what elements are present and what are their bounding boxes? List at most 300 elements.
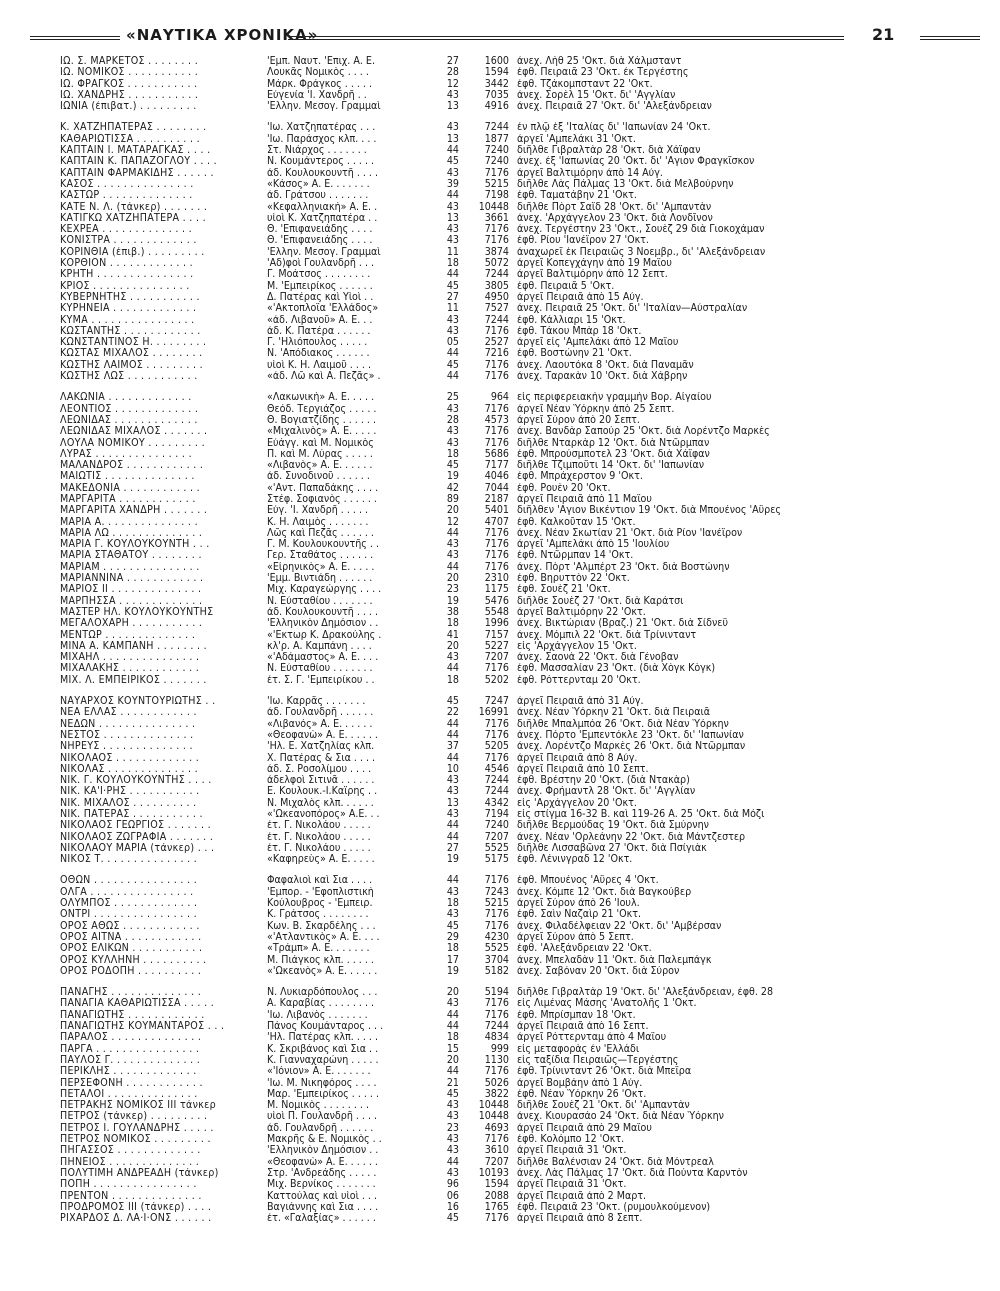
tonnage: 7207 [484, 652, 509, 664]
built-year: 43 [446, 403, 459, 415]
built-year: 43 [446, 652, 459, 664]
ship-name: ΜΑΚΕΔΟΝΙΑ . . . . . . . . . . . . [60, 482, 201, 494]
ship-owner: Δ. Πατέρας καὶ Υἱοὶ . . [267, 291, 374, 303]
tonnage: 7176 [484, 998, 509, 1010]
built-year: 18 [446, 448, 459, 460]
ship-name: ΝΕΣΤΟΣ . . . . . . . . . . . . . . [60, 729, 194, 741]
tonnage: 3661 [484, 212, 509, 224]
ship-position: διῆλθε Βερμούδας 19 'Οκτ. διὰ Σμύρνην [517, 820, 709, 832]
built-year: 45 [446, 460, 459, 472]
ship-position: ἀνεχ. Λὰς Πάλμας 17 'Οκτ. διὰ Πούντα Καρντὸν [517, 1167, 748, 1179]
letter-section [60, 875, 980, 977]
table-row [60, 675, 980, 686]
ship-position: ἀνεχ. 'Αρχάγγελον 23 'Οκτ. διὰ Λονδῖνον [517, 212, 713, 224]
ship-name: ΟΡΟΣ ΚΥΛΛΗΝΗ . . . . . . . . . . [60, 954, 207, 966]
ship-position: ἀνεχ. Λορέντζο Μαρκὲς 26 'Οκτ. διὰ Ντῶρμπαν [517, 741, 746, 753]
table-row [60, 449, 980, 460]
ship-owner: Στέφ. Σοφιανὸς . . . . . . [267, 493, 377, 505]
ship-position: ἀργεῖ εἰς 'Αμπελάκι ἀπὸ 12 Μαΐου [517, 337, 679, 349]
tonnage: 7176 [484, 752, 509, 764]
built-year: 13 [446, 212, 459, 224]
ship-name: ΚΥΒΕΡΝΗΤΗΣ . . . . . . . . . . . [60, 291, 200, 303]
ship-position: εἰς στίγμα 16-32 Β. καὶ 119-26 Α. 25 'Οκτ. διὰ Μόζι [517, 809, 765, 820]
ship-owner: 'Ιω. Μ. Νικηφόρος . . . . [267, 1077, 377, 1089]
ship-position: διῆλθε Λὰς Πάλμας 13 'Οκτ. διὰ Μελβούρνην [517, 178, 734, 190]
ship-owner: 'Εμπορ. - 'Εφοπλιστικὴ [267, 886, 374, 898]
tonnage: 7240 [484, 820, 509, 832]
table-row [60, 550, 980, 561]
built-year: 29 [446, 931, 459, 943]
built-year: 12 [446, 78, 459, 90]
built-year: 20 [446, 505, 459, 517]
built-year: 10 [446, 763, 459, 775]
ship-name: ΜΑΡΙΑΝΝΙΝΑ . . . . . . . . . . . . [60, 573, 204, 585]
ship-owner: «Εἰρηνικὸς» Α. Ε. . . . . [267, 561, 375, 573]
table-row [60, 1066, 980, 1077]
ship-name: ΛΕΩΝΙΔΑΣ . . . . . . . . . . . . . [60, 414, 198, 426]
ship-positions-table [60, 56, 980, 1234]
ship-name: ΚΟΡΙΝΘΙΑ (ἐπιβ.) . . . . . . . . . [60, 246, 205, 258]
tonnage: 7176 [484, 729, 509, 741]
built-year: 43 [446, 909, 459, 921]
table-row [60, 921, 980, 932]
ship-position: ἐφθ. Βοστώνην 21 'Οκτ. [517, 348, 632, 360]
built-year: 13 [446, 133, 459, 145]
table-row [60, 584, 980, 595]
built-year: 43 [446, 809, 459, 820]
built-year: 13 [446, 101, 459, 113]
ship-name: ΜΑΣΤΕΡ ΗΛ. ΚΟΥΛΟΥΚΟΥΝΤΗΣ [60, 606, 214, 618]
ship-owner: Εὐγενία 'Ι. Χανδρῆ . . [267, 89, 367, 101]
ship-owner: ἀδ. Γράτσου . . . . . . . [267, 190, 369, 202]
built-year: 25 [446, 392, 459, 404]
ship-position: εἰς ταξίδια Πειραιῶς—Τεργέστης [517, 1054, 679, 1066]
ship-name: ΠΟΛΥΤΙΜΗ ΑΝΔΡΕΑΔΗ (τάνκερ) [60, 1167, 219, 1179]
table-row [60, 798, 980, 809]
tonnage: 964 [490, 392, 509, 404]
table-row [60, 618, 980, 629]
built-year: 43 [446, 235, 459, 247]
ship-owner: Μ. Πιάγκος κλπ. . . . . . [267, 954, 374, 966]
table-row [60, 1179, 980, 1190]
table-row [60, 224, 980, 235]
ship-name: ΠΑΡΑΛΟΣ . . . . . . . . . . . . . . [60, 1032, 202, 1044]
ship-position: ἀργεῖ Πειραιᾶ ἀπὸ 11 Μαΐου [517, 493, 652, 505]
ship-name: ΚΩΣΤΑΣ ΜΙΧΑΛΟΣ . . . . . . . . [60, 348, 203, 360]
table-row [60, 67, 980, 78]
ship-name: ΙΩ. Σ. ΜΑΡΚΕΤΟΣ . . . . . . . . [60, 56, 199, 67]
ship-owner: Ε. Κουλουκ.-Ι.Καΐρης . . [267, 786, 378, 798]
table-row [60, 1134, 980, 1145]
ship-owner: 'Ηλ. Ε. Χατζηλίας κλπ. [267, 741, 375, 753]
built-year: 13 [446, 797, 459, 809]
table-row [60, 90, 980, 101]
ship-name: ΜΙΧ. Λ. ΕΜΠΕΙΡΙΚΟΣ . . . . . . . [60, 674, 207, 686]
tonnage: 7176 [484, 167, 509, 179]
ship-position: ἐφθ. Βρέστην 20 'Οκτ. (διὰ Ντακὰρ) [517, 775, 690, 787]
letter-section [60, 122, 980, 382]
tonnage: 3822 [484, 1088, 509, 1100]
ship-name: ΠΗΝΕΙΟΣ . . . . . . . . . . . . . . [60, 1156, 200, 1168]
tonnage: 2187 [484, 493, 509, 505]
tonnage: 7176 [484, 561, 509, 573]
ship-name: ΠΑΝΑΓΙΑ ΚΑΘΑΡΙΩΤΙΣΣΑ . . . . . [60, 998, 215, 1010]
table-row [60, 79, 980, 90]
built-year: 11 [446, 246, 459, 258]
ship-position: ἐφθ. Πειραιᾶ 23 'Οκτ. ἐκ Τεργέστης [517, 67, 689, 79]
ship-name: ΜΑΙΩΤΙΣ . . . . . . . . . . . . . . [60, 471, 195, 483]
ship-name: ΝΗΡΕΥΣ . . . . . . . . . . . . . . [60, 741, 193, 753]
ship-owner: Π. καὶ Μ. Λύρας . . . . . [267, 448, 373, 460]
ship-owner: «Καφηρεὺς» Α. Ε. . . . . [267, 854, 375, 866]
ship-position: διῆλθε Γιβραλτὰρ 28 'Οκτ. διὰ Χάϊφαν [517, 145, 701, 157]
ship-position: ἀργεῖ Βομβάην ἀπὸ 1 Αὐγ. [517, 1077, 643, 1089]
built-year: 44 [446, 820, 459, 832]
ship-owner: «'Ακτοπλοΐα 'Ελλάδος» [267, 303, 379, 315]
ship-name: ΠΕΡΙΚΛΗΣ . . . . . . . . . . . . . [60, 1066, 197, 1078]
tonnage: 5548 [484, 606, 509, 618]
ship-name: ΝΙΚ. ΠΑΤΕΡΑΣ . . . . . . . . . . . [60, 809, 203, 820]
ship-position: ἐφθ. Ρουὲν 20 'Οκτ. [517, 482, 611, 494]
tonnage: 7176 [484, 426, 509, 438]
ship-name: ΚΟΝΙΣΤΡΑ . . . . . . . . . . . . . [60, 235, 197, 247]
built-year: 43 [446, 998, 459, 1010]
table-row [60, 326, 980, 337]
ship-name: ΠΕΡΣΕΦΟΝΗ . . . . . . . . . . . . [60, 1077, 203, 1089]
ship-position: ἀνεχ. Σαβόναν 20 'Οκτ. διὰ Σύρον [517, 965, 680, 977]
ship-name: ΝΙΚΟΛΑΟΣ ΖΩΓΡΑΦΙΑ . . . . . . . [60, 831, 214, 843]
table-row [60, 348, 980, 359]
table-row [60, 663, 980, 674]
tonnage: 4916 [484, 101, 509, 113]
tonnage: 3805 [484, 280, 509, 292]
ship-name: ΠΑΝΑΓΙΩΤΗΣ . . . . . . . . . . . . [60, 1009, 205, 1021]
ship-name: ΚΩΣΤΗΣ ΛΑΙΜΟΣ . . . . . . . . . [60, 359, 203, 371]
tonnage: 7176 [484, 718, 509, 730]
table-row [60, 426, 980, 437]
tonnage: 1600 [484, 56, 509, 67]
ship-name: ΜΑΡΙΑ ΣΤΑΘΑΤΟΥ . . . . . . . . [60, 550, 202, 562]
tonnage: 7194 [484, 809, 509, 820]
ship-name: ΝΙΚΟΛΑΟΥ ΜΑΡΙΑ (τάνκερ) . . . [60, 842, 215, 854]
tonnage: 4230 [484, 931, 509, 943]
ship-owner: Μ. Νομικὸς . . . . . . . . [267, 1100, 369, 1112]
built-year: 44 [446, 718, 459, 730]
ship-owner: Γ. Μ. Κουλουκουντῆς . . [267, 539, 379, 551]
ship-name: ΜΑΡΙΑ Γ. ΚΟΥΛΟΥΚΟΥΝΤΗ . . . [60, 539, 210, 551]
ship-name: ΜΙΝΑ Α. ΚΑΜΠΑΝΗ . . . . . . . . [60, 640, 207, 652]
letter-section [60, 696, 980, 865]
ship-position: ἐφθ. Ντῶρμπαν 14 'Οκτ. [517, 550, 634, 562]
tonnage: 5205 [484, 741, 509, 753]
built-year: 22 [446, 707, 459, 719]
built-year: 43 [446, 122, 459, 134]
ship-owner: ἀδελφοὶ Σιτινᾶ . . . . . . [267, 775, 375, 787]
built-year: 43 [446, 550, 459, 562]
ship-name: ΜΙΧΑΗΛ . . . . . . . . . . . . . . . [60, 652, 200, 664]
ship-name: Κ. ΧΑΤΖΗΠΑΤΕΡΑΣ . . . . . . . . [60, 122, 207, 134]
tonnage: 7044 [484, 482, 509, 494]
built-year: 44 [446, 831, 459, 843]
tonnage: 4342 [484, 797, 509, 809]
ship-position: ἀνεχ. Μόμπιλ 22 'Οκτ. διὰ Τρίνινταντ [517, 629, 697, 641]
ship-name: ΚΩΣΤΑΝΤΗΣ . . . . . . . . . . . . [60, 325, 201, 337]
ship-name: ΜΑΡΙΑ ΛΩ . . . . . . . . . . . . . . [60, 527, 203, 539]
tonnage: 7527 [484, 303, 509, 315]
ship-position: διῆλθε Τζιμποῦτι 14 'Οκτ. δι' 'Ιαπωνίαν [517, 460, 705, 472]
ship-name: ΜΑΡΙΟΣ ΙΙ . . . . . . . . . . . . . . [60, 584, 202, 596]
table-row [60, 292, 980, 303]
ship-name: ΝΙΚΟΣ Τ. . . . . . . . . . . . . . . [60, 854, 198, 866]
table-row [60, 1010, 980, 1021]
table-row [60, 539, 980, 550]
table-row [60, 460, 980, 471]
ship-owner: ἐτ. Σ. Γ. 'Εμπειρίκου . . [267, 674, 375, 686]
tonnage: 7176 [484, 1009, 509, 1021]
ship-owner: Θ. 'Επιφανειάδης . . . . [267, 235, 373, 247]
ship-owner: Γ. Μοάτσος . . . . . . . . [267, 269, 371, 281]
ship-position: εἰς μεταφορὰς ἐν 'Ελλάδι [517, 1043, 640, 1055]
table-row [60, 56, 980, 67]
ship-position: ἀργεῖ Πειραιᾶ ἀπὸ 10 Σεπτ. [517, 763, 649, 775]
ship-name: ΟΡΟΣ ΑΘΩΣ . . . . . . . . . . . . [60, 920, 200, 932]
ship-name: ΝΙΚ. ΚΑ'Ι·ΡΗΣ . . . . . . . . . . . [60, 786, 200, 798]
ship-position: ἐφθ. Ταματάβην 21 'Οκτ. [517, 190, 637, 202]
ship-owner: «'Ωκεανὸς» Α. Ε. . . . . . [267, 965, 378, 977]
built-year: 45 [446, 359, 459, 371]
ship-position: διῆλθε Γιβραλτὰρ 19 'Οκτ. δι' 'Αλεξάνδρειαν, ἐφθ. 28 [517, 987, 774, 999]
built-year: 44 [446, 663, 459, 675]
table-row [60, 562, 980, 573]
ship-name: ΜΙΧΑΛΑΚΗΣ . . . . . . . . . . . . [60, 663, 200, 675]
tonnage: 7198 [484, 190, 509, 202]
built-year: 44 [446, 527, 459, 539]
built-year: 43 [446, 1145, 459, 1157]
ship-position: διῆλθε Λισσαβῶνα 27 'Οκτ. διὰ Πσίγιὰκ [517, 842, 707, 854]
tonnage: 5401 [484, 505, 509, 517]
table-row [60, 573, 980, 584]
ship-name: ΜΑΡΙΑΜ . . . . . . . . . . . . . . . [60, 561, 200, 573]
ship-name: ΜΑΡΓΑΡΙΤΑ ΧΑΝΔΡΗ . . . . . . . [60, 505, 208, 517]
ship-name: ΚΟΡΘΙΟΝ . . . . . . . . . . . . . [60, 258, 194, 270]
built-year: 19 [446, 471, 459, 483]
ship-owner: ἀδ. Γουλανδρῆ . . . . . . [267, 1122, 374, 1134]
ship-owner: Ν. Εὐσταθίου . . . . . . . [267, 595, 373, 607]
ship-position: ἀνεχ. Νέαν Σκωτίαν 21 'Οκτ. διὰ Ρίον 'Ιανέϊρον [517, 527, 743, 539]
ship-name: ΜΑΡΓΑΡΙΤΑ . . . . . . . . . . . . [60, 493, 196, 505]
built-year: 38 [446, 606, 459, 618]
tonnage: 5476 [484, 595, 509, 607]
built-year: 18 [446, 943, 459, 955]
ship-owner: κλ'ρ. Α. Καμπάνη . . . . [267, 640, 372, 652]
built-year: 43 [446, 201, 459, 213]
tonnage: 7176 [484, 1213, 509, 1225]
ship-position: ἐφθ. Τζάκομπσταντ 22 'Οκτ. [517, 78, 653, 90]
ship-name: ΟΡΟΣ ΕΛΙΚΩΝ . . . . . . . . . . . [60, 943, 203, 955]
built-year: 45 [446, 1213, 459, 1225]
ship-name: ΜΑΡΠΗΣΣΑ . . . . . . . . . . . . . [60, 595, 203, 607]
letter-section [60, 392, 980, 686]
ship-position: ἀνεχ. Τεργέστην 23 'Οκτ., Σουὲζ 29 διὰ Γιοκοχάμαν [517, 224, 765, 236]
tonnage: 7176 [484, 875, 509, 887]
tonnage: 7157 [484, 629, 509, 641]
built-year: 44 [446, 1021, 459, 1033]
built-year: 43 [446, 89, 459, 101]
ship-name: ΚΥΡΗΝΕΙΑ . . . . . . . . . . . . . [60, 303, 197, 315]
tonnage: 5194 [484, 987, 509, 999]
ship-position: ἀνεχ. Κόμπε 12 'Οκτ. διὰ Βαγκούβερ [517, 886, 692, 898]
ship-owner: Μιχ. Βερνίκος . . . . . . . [267, 1179, 376, 1191]
table-row [60, 809, 980, 820]
ship-owner: 'Ελλην. Μεσογ. Γραμμαὶ [267, 101, 381, 113]
table-row [60, 955, 980, 966]
table-row [60, 235, 980, 246]
ship-position: ἀνεχ. Πειραιᾶ 27 'Οκτ. δι' 'Αλεξάνδρειαν [517, 101, 712, 113]
ship-name: ΝΙΚ. Γ. ΚΟΥΛΟΥΚΟΥΝΤΗΣ . . . . [60, 775, 212, 787]
built-year: 42 [446, 482, 459, 494]
ship-position: ἀνεχ. Λὴθ 25 'Οκτ. διὰ Χάλμσταντ [517, 56, 682, 67]
ship-position: ἐφθ. Σαὶν Ναζαὶρ 21 'Οκτ. [517, 909, 642, 921]
tonnage: 4693 [484, 1122, 509, 1134]
ship-owner: ἐτ. Γ. Νικολάου . . . . . [267, 842, 371, 854]
ship-owner: Στρ. 'Ανδρεάδης . . . . . [267, 1167, 377, 1179]
built-year: 43 [446, 167, 459, 179]
ship-position: ἀργεῖ Σύρον ἀπὸ 26 'Ιουλ. [517, 898, 640, 910]
ship-position: εἰς Λιμένας Μάσης 'Ανατολῆς 1 'Οκτ. [517, 998, 697, 1010]
ship-name: ΝΙΚ. ΜΙΧΑΛΟΣ . . . . . . . . . . [60, 797, 197, 809]
ship-owner: ἀδ. Σ. Ροσολίμου . . . . [267, 763, 372, 775]
table-row [60, 707, 980, 718]
table-row [60, 987, 980, 998]
ship-position: ἀνεχ. Λαουτόκα 8 'Οκτ. διὰ Παναμᾶν [517, 359, 694, 371]
ship-name: ΝΕΔΩΝ . . . . . . . . . . . . . . . [60, 718, 196, 730]
ship-position: ἀργεῖ 'Αμπελάκι 31 'Οκτ. [517, 133, 636, 145]
tonnage: 3704 [484, 954, 509, 966]
built-year: 18 [446, 618, 459, 630]
built-year: 41 [446, 629, 459, 641]
tonnage: 2088 [484, 1190, 509, 1202]
built-year: 45 [446, 696, 459, 708]
built-year: 43 [446, 775, 459, 787]
ship-name: ΜΑΛΑΝΔΡΟΣ . . . . . . . . . . . . [60, 460, 204, 472]
ship-name: ΠΑΝΑΓΗΣ . . . . . . . . . . . . . . [60, 987, 202, 999]
tonnage: 7244 [484, 122, 509, 134]
ship-owner: Μαρ. 'Εμπειρίκος . . . . . [267, 1088, 379, 1100]
built-year: 19 [446, 595, 459, 607]
ship-name: ΚΑΤΙΓΚΩ ΧΑΤΖΗΠΑΤΕΡΑ . . . . [60, 212, 206, 224]
ship-name: ΟΘΩΝ . . . . . . . . . . . . . . . . [60, 875, 198, 887]
built-year: 05 [446, 337, 459, 349]
tonnage: 10448 [478, 201, 509, 213]
ship-name: ΜΕΝΤΩΡ . . . . . . . . . . . . . . [60, 629, 196, 641]
ship-position: ἐφθ. Πειραιᾶ 23 'Οκτ. (ρυμουλκούμενον) [517, 1201, 711, 1213]
built-year: 16 [446, 1201, 459, 1213]
ship-position: ἐφθ. Σουὲζ 21 'Οκτ. [517, 584, 611, 596]
tonnage: 3442 [484, 78, 509, 90]
table-row [60, 1055, 980, 1066]
ship-name: ΠΕΤΑΛΟΙ . . . . . . . . . . . . . . [60, 1088, 198, 1100]
ship-name: ΠΕΤΡΟΣ Ι. ΓΟΥΛΑΝΔΡΗΣ . . . . . [60, 1122, 214, 1134]
tonnage: 7176 [484, 224, 509, 236]
tonnage: 10448 [478, 1111, 509, 1123]
ship-position: ἀνεχ. Πειραιᾶ 25 'Οκτ. δι' 'Ιταλίαν—Αὐστραλίαν [517, 303, 748, 315]
tonnage: 1130 [484, 1054, 509, 1066]
tonnage: 7176 [484, 1066, 509, 1078]
tonnage: 5072 [484, 258, 509, 270]
table-row [60, 392, 980, 403]
ship-owner: υἱοὶ Κ. Η. Λαιμοῦ . . . . [267, 359, 371, 371]
ship-position: ἀνεχ. Πόρτο 'Εμπεντόκλε 23 'Οκτ. δι' 'Ιαπωνίαν [517, 729, 744, 741]
ship-name: ΚΩΝΣΤΑΝΤΙΝΟΣ Η. . . . . . . . . [60, 337, 207, 349]
built-year: 43 [446, 786, 459, 798]
tonnage: 7247 [484, 696, 509, 708]
tonnage: 3874 [484, 246, 509, 258]
built-year: 43 [446, 1100, 459, 1112]
table-row [60, 641, 980, 652]
ship-owner: Θ. 'Επιφανειάδης . . . . [267, 224, 373, 236]
ship-name: ΝΑΥΑΡΧΟΣ ΚΟΥΝΤΟΥΡΙΩΤΗΣ . . [60, 696, 216, 708]
table-row [60, 1123, 980, 1134]
built-year: 23 [446, 584, 459, 596]
ship-name: ΡΙΧΑΡΔΟΣ Δ. ΛΑ·Ι·ΟΝΣ . . . . . . [60, 1213, 212, 1225]
ship-position: ἐφθ. Πειραιᾶ 5 'Οκτ. [517, 280, 615, 292]
tonnage: 10448 [478, 1100, 509, 1112]
built-year: 19 [446, 965, 459, 977]
tonnage: 4707 [484, 516, 509, 528]
ship-name: ΟΛΓΑ . . . . . . . . . . . . . . . . [60, 886, 194, 898]
ship-owner: ἀδ. Γουλανδρῆ . . . . . . [267, 707, 374, 719]
built-year: 45 [446, 920, 459, 932]
table-row [60, 730, 980, 741]
ship-position: εἰς 'Αρχάγγελον 20 'Οκτ. [517, 797, 637, 809]
tonnage: 7176 [484, 371, 509, 383]
ship-position: ἀργεῖ Βαλτιμόρην 22 'Οκτ. [517, 606, 646, 618]
table-row [60, 156, 980, 167]
tonnage: 3610 [484, 1145, 509, 1157]
built-year: 20 [446, 1054, 459, 1066]
built-year: 44 [446, 371, 459, 383]
ship-owner: Εὐγ. 'Ι. Χανδρῆ . . . . . [267, 505, 369, 517]
ship-position: ἀργεῖ Σύρον ἀπὸ 5 Σεπτ. [517, 931, 634, 943]
tonnage: 10193 [478, 1167, 509, 1179]
ship-owner: ἐτ. «Γαλαξίας» . . . . . . [267, 1213, 376, 1225]
tonnage: 7176 [484, 663, 509, 675]
table-row [60, 404, 980, 415]
ship-position: ἐφθ. Ρόττερνταμ 20 'Οκτ. [517, 674, 641, 686]
ship-name: ΛΑΚΩΝΙΑ . . . . . . . . . . . . . [60, 392, 192, 404]
table-row [60, 190, 980, 201]
built-year: 44 [446, 190, 459, 202]
tonnage: 7244 [484, 1021, 509, 1033]
ship-owner: «Θεοφανὼ» Α. Ε. . . . . . [267, 1156, 378, 1168]
table-row [60, 337, 980, 348]
tonnage: 5525 [484, 842, 509, 854]
ship-owner: Μάρκ. Φράγκος . . . . . [267, 78, 373, 90]
built-year: 21 [446, 1077, 459, 1089]
tonnage: 2527 [484, 337, 509, 349]
ship-position: ἐν πλῷ ἐξ 'Ιταλίας δι' 'Ιαπωνίαν 24 'Οκτ. [517, 122, 711, 134]
ship-name: ΚΥΜΑ . . . . . . . . . . . . . . . . [60, 314, 195, 326]
table-row [60, 471, 980, 482]
ship-name: ΚΡΙΟΣ . . . . . . . . . . . . . . . [60, 280, 190, 292]
built-year: 18 [446, 258, 459, 270]
ship-owner: «Λακωνικὴ» Α. Ε. . . . . [267, 392, 375, 404]
tonnage: 7176 [484, 403, 509, 415]
table-row [60, 258, 980, 269]
ship-name: ΚΑΣΟΣ . . . . . . . . . . . . . . . [60, 178, 194, 190]
ship-owner: 'Ελλην. Μεσογ. Γραμμαὶ [267, 246, 381, 258]
ship-name: ΜΑΡΙΑ Α. . . . . . . . . . . . . . . [60, 516, 198, 528]
